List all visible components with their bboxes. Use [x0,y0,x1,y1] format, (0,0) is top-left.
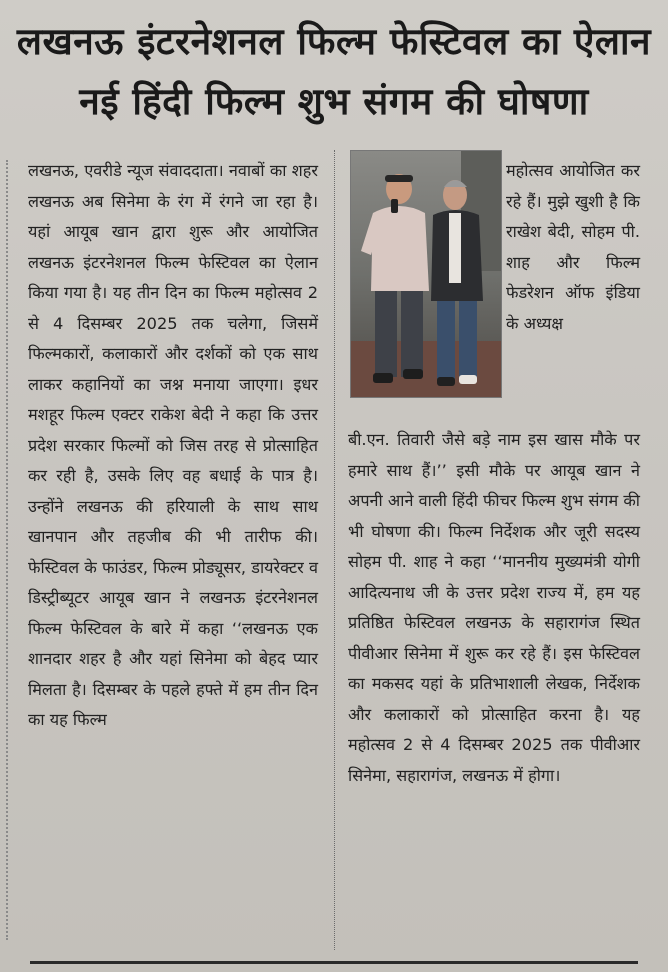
article-right-top-column [506,156,640,339]
article-right-bottom-column [348,425,640,791]
article-left-text: लखनऊ, एवरीडे न्यूज संवाददाता। नवाबों का शहर लखनऊ अब सिनेमा के रंग में रंगने जा रहा है। यहां आयूब खान द्वारा शुरू और आयोजित लखनऊ इंटरनेशनल फिल्म फेस्टिवल का ऐलान किया गया है। यह तीन दिन का फिल्म महोत्सव 2 से 4 दिसम्बर 2025 तक चलेगा, जिसमें फिल्मकारों, कलाकारों और दर्शकों को एक साथ लाकर कहानियों का जश्न मनाया जाएगा। इधर मशहूर फिल्म एक्टर राकेश बेदी ने कहा कि उत्तर प्रदेश सरकार फिल्मों को जिस तरह से प्रोत्साहित कर रही है, उसके लिए वह बधाई के पात्र है। उन्होंने लखनऊ की हरियाली के साथ साथ खानपान और तहजीब की भी तारीफ की। फेस्टिवल के फाउंडर, फिल्म प्रोड्यूसर, डायरेक्टर व डिस्ट्रीब्यूटर आयूब खान ने लखनऊ इंटरनेशनल फिल्म फेस्टिवल के बारे में कहा ‘‘लखनऊ एक शानदार शहर है और यहां सिनेमा को बेहद प्यार मिलता है। दिसम्बर के पहले हफ्ते में हम तीन दिन का यह फिल्म [28,161,318,729]
article-right-top-text: महोत्सव आयोजित कर रहे हैं। मुझे खुशी है कि राखेश बेदी, सोहम पी. शाह और फिल्म फेडरेशन ऑफ इंडिया के अध्यक्ष [506,161,640,333]
article-right-bottom-text: बी.एन. तिवारी जैसे बड़े नाम इस खास मौके पर हमारे साथ हैं।’’ इसी मौके पर आयूब खान ने अपनी आने वाली हिंदी फीचर फिल्म शुभ संगम की भी घोषणा की। फिल्म निर्देशक और जूरी सदस्य सोहम पी. शाह ने कहा ‘‘माननीय मुख्यमंत्री योगी आदित्यनाथ जी के उत्तर प्रदेश राज्य में, हम यह प्रतिष्ठित फेस्टिवल लखनऊ के सहारागंज स्थित पीवीआर सिनेमा में शुरू कर रहे हैं। इस फेस्टिवल का मकसद यहां के प्रतिभाशाली लेखक, निर्देशक और कलाकारों को प्रोत्साहित करना है। यह महोत्सव 2 से 4 दिसम्बर 2025 तक पीवीआर सिनेमा, सहारागंज, लखनऊ में होगा। [348,430,640,785]
left-margin-dots [6,160,8,940]
article-left-column [28,156,318,736]
news-photo [350,150,502,398]
column-divider [334,150,335,950]
bottom-rule [30,961,638,964]
headline-line-1: लखनऊ इंटरनेशनल फिल्म फेस्टिवल का ऐलान [16,20,652,63]
headline-line-2: नई हिंदी फिल्म शुभ संगम की घोषणा [79,80,589,123]
